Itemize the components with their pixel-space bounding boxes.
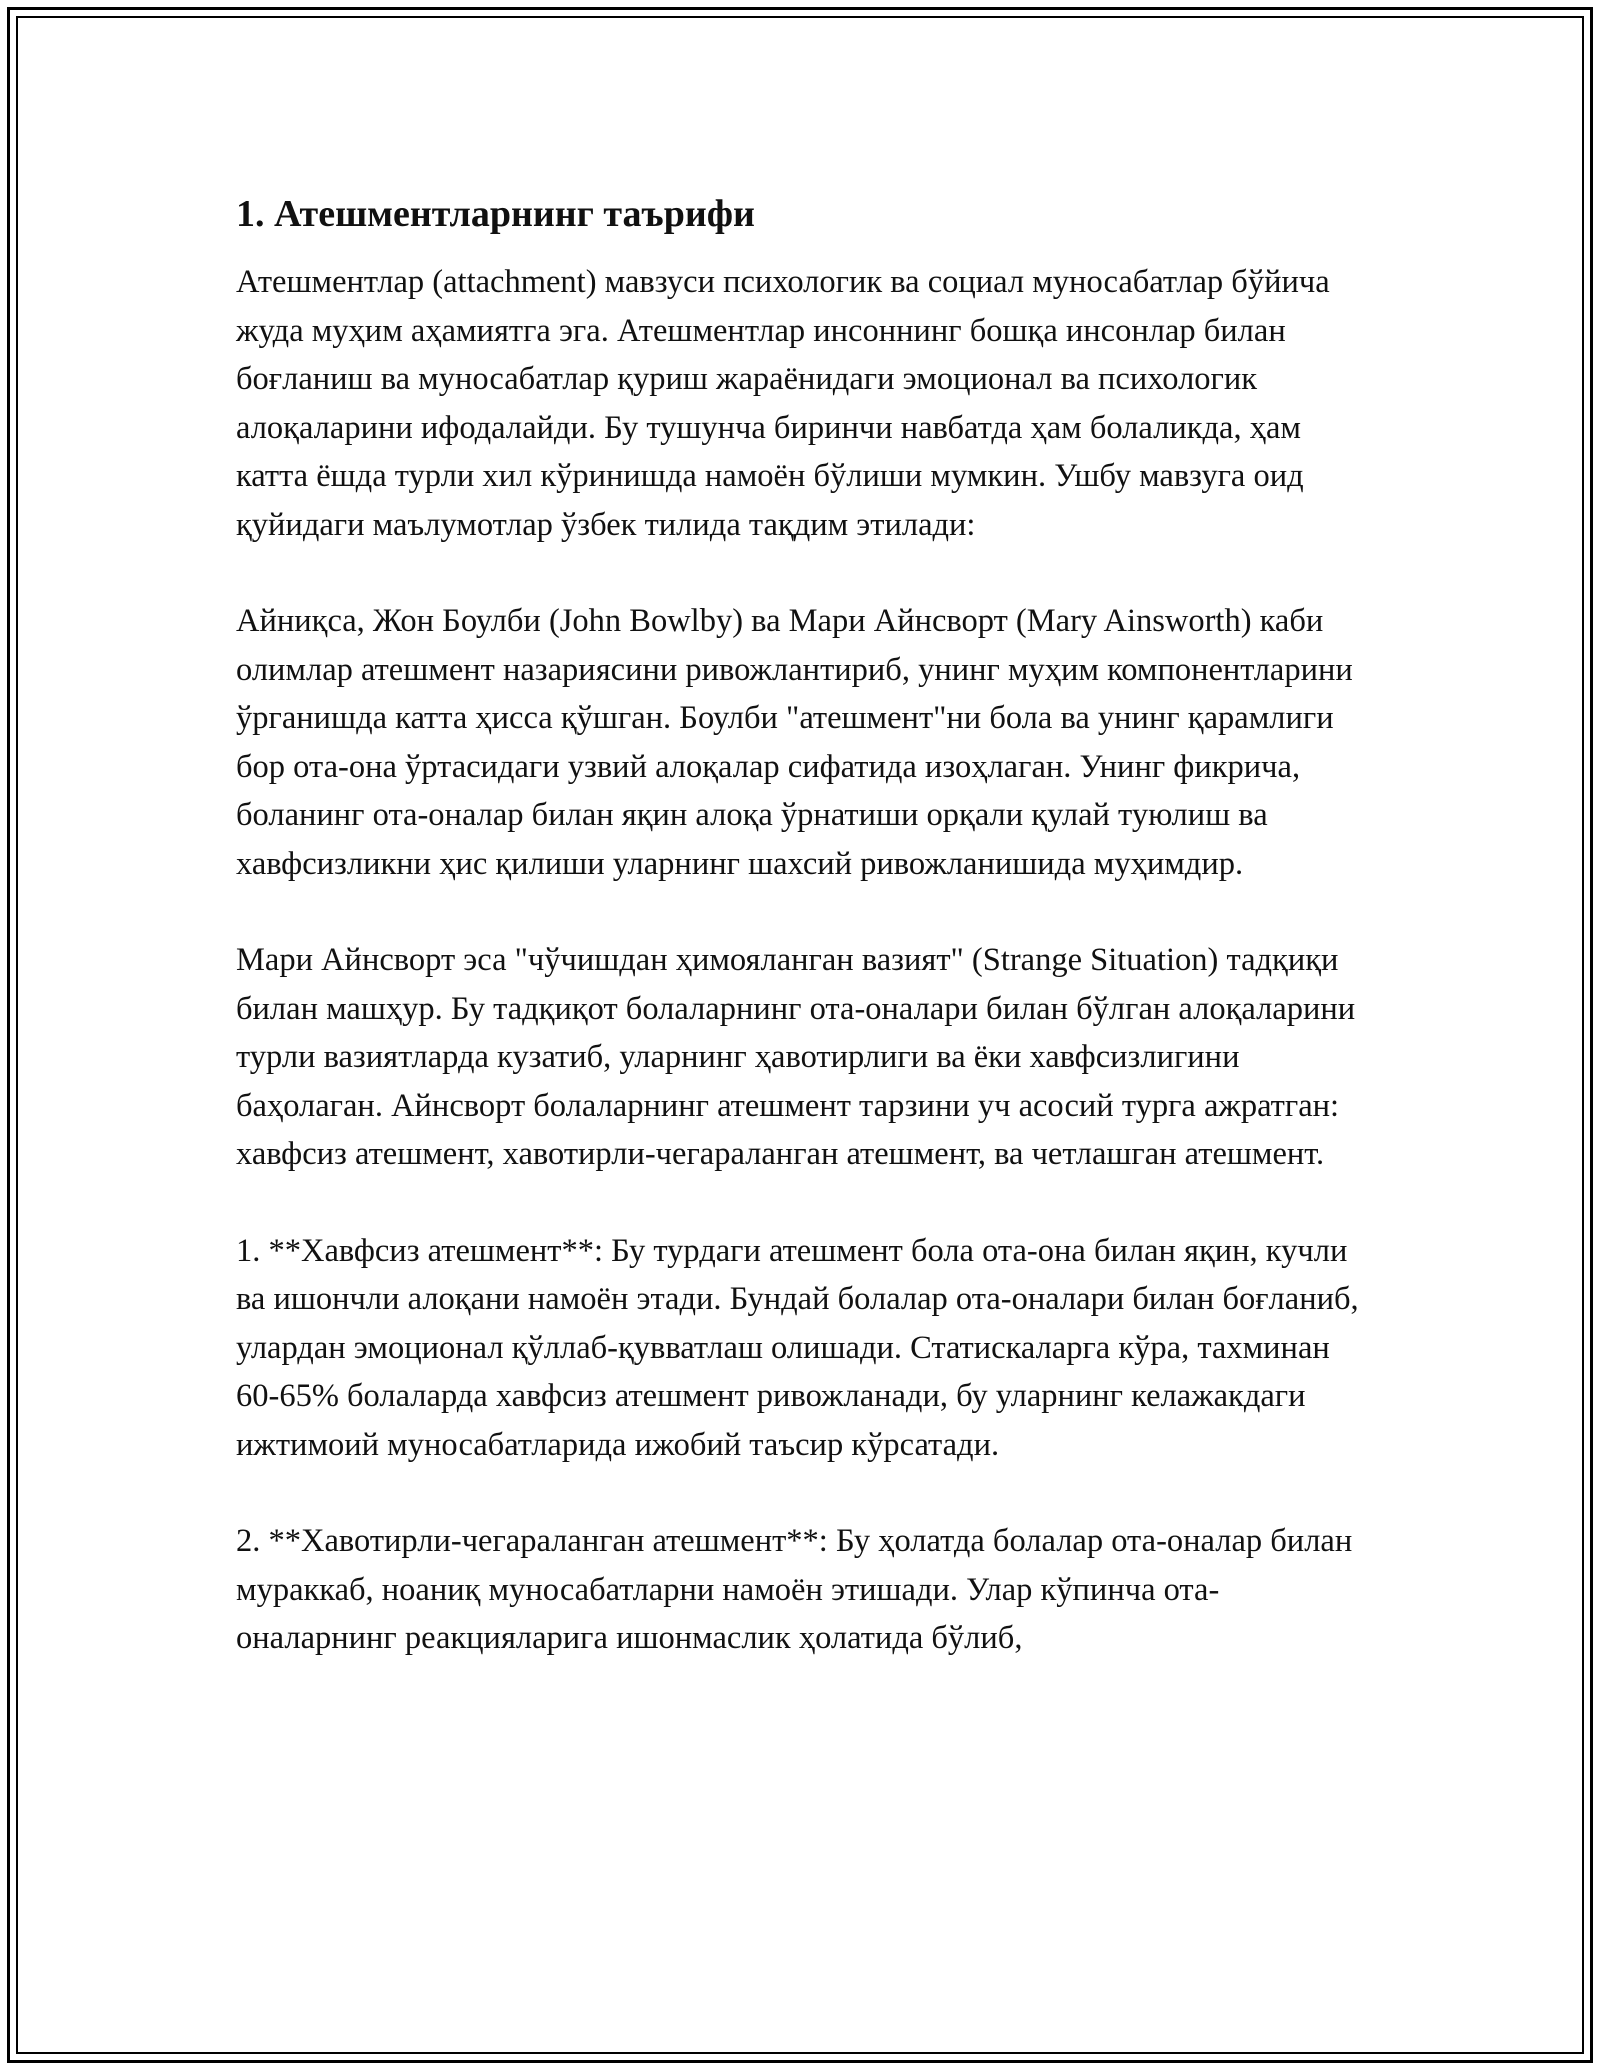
section-heading: 1. Атешментларнинг таърифи	[236, 193, 755, 235]
paragraph-anxious-attachment: 2. **Хавотирли-чегараланган атешмент**: Бу ҳолатда болалар ота-оналар билан мураккаб, ноаниқ муносабатларни намоён этишади. Улар кўпинча ота-оналарнинг реакцияларига ишонмаслик ҳолатида бўлиб,	[236, 1523, 1353, 1656]
paragraph-intro: Атешментлар (attachment) мавзуси психологик ва социал муносабатлар бўйича жуда муҳим аҳамиятга эга. Атешментлар инсоннинг бошқа инсонлар билан боғланиш ва муносабатлар қуриш жараёнидаги эмоционал ва психологик алоқаларини ифодалайди. Бу тушунча биринчи навбатда ҳам болаликда, ҳам катта ёшда турли хил кўринишда намоён бўлиши мумкин. Ушбу мавзуга оид қуйидаги маълумотлар ўзбек тилида тақдим этилади:	[236, 264, 1330, 543]
document-body	[236, 188, 1376, 1711]
paragraph-ainsworth: Мари Айнсворт эса "чўчишдан ҳимояланган вазият" (Strange Situation) тадқиқи билан машҳур. Бу тадқиқот болаларнинг ота-оналари билан бўлган алоқаларини турли вазиятларда кузатиб, уларнинг ҳавотирлиги ва ёки хавфсизлигини баҳолаган. Айнсворт болаларнинг атешмент тарзини уч асосий турга ажратган: хавфсиз атешмент, хавотирли-чегараланган атешмент, ва четлашган атешмент.	[236, 942, 1356, 1172]
paragraph-bowlby: Айниқса, Жон Боулби (John Bowlby) ва Мари Айнсворт (Mary Ainsworth) каби олимлар атешмент назариясини ривожлантириб, унинг муҳим компонентларини ўрганишда катта ҳисса қўшган. Боулби "атешмент"ни бола ва унинг қарамлиги бор ота-она ўртасидаги узвий алоқалар сифатида изоҳлаган. Унинг фикрича, боланинг ота-оналар билан яқин алоқа ўрнатиши орқали қулай туюлиш ва хавфсизликни ҳис қилиши уларнинг шахсий ривожланишида муҳимдир.	[236, 603, 1353, 882]
paragraph-secure-attachment: 1. **Хавфсиз атешмент**: Бу турдаги атешмент бола ота-она билан яқин, кучли ва ишончли алоқани намоён этади. Бундай болалар ота-оналари билан боғланиб, улардан эмоционал қўллаб-қувватлаш олишади. Статискаларга кўра, тахминан 60-65% болаларда хавфсиз атешмент ривожланади, бу уларнинг келажакдаги ижтимоий муносабатларида ижобий таъсир кўрсатади.	[236, 1232, 1359, 1463]
